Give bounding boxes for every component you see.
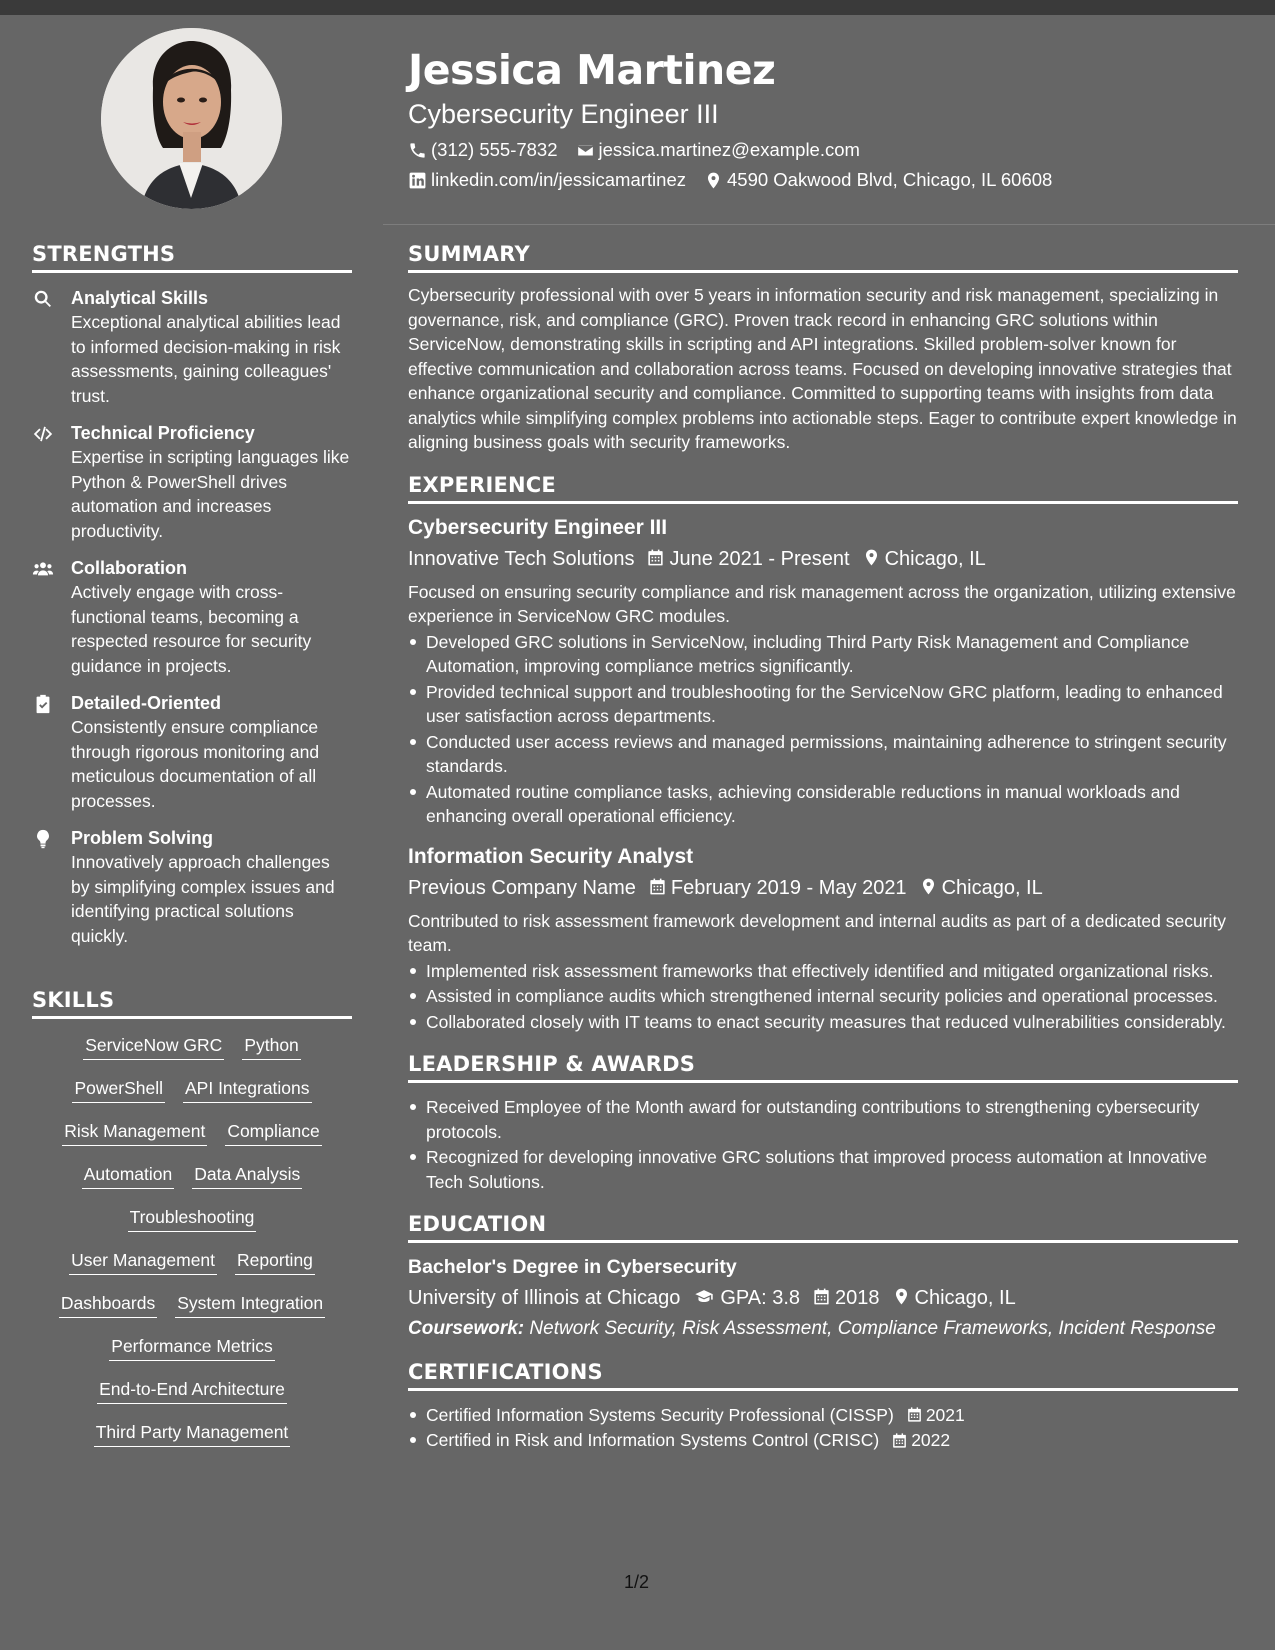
skill-chip: Reporting: [235, 1248, 315, 1275]
skill-chip: Performance Metrics: [109, 1334, 274, 1361]
avatar: [101, 28, 282, 209]
linkedin-contact[interactable]: [408, 168, 686, 192]
skill-row: [32, 1119, 352, 1146]
job-company: Previous Company Name: [408, 876, 636, 899]
education-year: [812, 1283, 880, 1313]
job-meta: [408, 873, 1238, 903]
strength-item: [32, 691, 352, 813]
skills-section: [32, 988, 352, 1463]
map-pin-icon: [892, 1287, 911, 1306]
education-year-text: 2018: [835, 1287, 880, 1309]
job-entry: [408, 514, 1238, 829]
address-text: 4590 Oakwood Blvd, Chicago, IL 60608: [727, 169, 1053, 190]
calendar-icon: [812, 1287, 831, 1306]
education-title: EDUCATION: [408, 1212, 1238, 1243]
candidate-role: Cybersecurity Engineer III: [408, 99, 719, 129]
graduation-cap-icon: [692, 1287, 716, 1306]
certifications-section: [408, 1360, 1238, 1453]
clipboard-check-icon: [32, 693, 54, 715]
job-title: Cybersecurity Engineer III: [408, 515, 668, 539]
skill-chip: Data Analysis: [192, 1162, 302, 1189]
list-item: [408, 1403, 1238, 1428]
job-meta: [408, 544, 1238, 574]
map-pin-icon: [919, 877, 938, 896]
calendar-icon: [891, 1432, 908, 1449]
strength-desc: Expertise in scripting languages like Python & PowerShell drives automation and increases productivity.: [71, 447, 350, 541]
list-item: Conducted user access reviews and managed permissions, maintaining adherence to stringent security standards.: [408, 730, 1238, 779]
contact-row-2: [408, 168, 1238, 192]
calendar-icon: [646, 548, 665, 567]
strength-desc: Consistently ensure compliance through rigorous monitoring and meticulous documentation of all processes.: [71, 717, 320, 811]
job-dates-text: February 2019 - May 2021: [670, 876, 907, 899]
candidate-name: Jessica Martinez: [408, 46, 776, 94]
strength-desc: Innovatively approach challenges by simplifying complex issues and identifying practical solutions quickly.: [71, 852, 335, 946]
skill-row: [32, 1334, 352, 1361]
cert-name: Certified in Risk and Information Systems Control (CRISC): [426, 1430, 880, 1450]
job-location: [919, 873, 1043, 903]
job-location: [862, 544, 986, 574]
map-pin-icon: [862, 548, 881, 567]
education-location-text: Chicago, IL: [914, 1287, 1016, 1309]
strength-name: Technical Proficiency: [71, 423, 255, 443]
coursework-text: Network Security, Risk Assessment, Compliance Frameworks, Incident Response: [529, 1318, 1216, 1339]
list-item: Developed GRC solutions in ServiceNow, including Third Party Risk Management and Compliance Automation, improving compliance metrics significantly.: [408, 630, 1238, 679]
education-meta: [408, 1283, 1238, 1313]
phone-icon: [408, 141, 427, 160]
skill-chip: API Integrations: [183, 1076, 312, 1103]
skill-chip: ServiceNow GRC: [83, 1033, 224, 1060]
strength-name: Problem Solving: [71, 828, 214, 848]
skill-row: [32, 1420, 352, 1447]
strength-name: Collaboration: [71, 558, 187, 578]
certifications-title: CERTIFICATIONS: [408, 1360, 1238, 1391]
skill-row: [32, 1291, 352, 1318]
job-description: Contributed to risk assessment framework development and internal audits as part of a dedicated security team.: [408, 910, 1227, 955]
summary-text: Cybersecurity professional with over 5 years in information security and risk management, specializing in governance, risk, and compliance (GRC). Proven track record in enhancing GRC solutions within ServiceNow, demonstrating skills in scripting and API integrations. Skilled problem-solver known for effective communication and collaboration across teams. Focused on developing innovative strategies that enhance organizational security and compliance. Committed to supporting teams with insights from data analytics while simplifying complex problems into actionable steps. Eager to contribute expert knowledge in aligning business goals with security frameworks.: [408, 285, 1237, 452]
list-item: [408, 1428, 1238, 1453]
strength-item: [32, 826, 352, 948]
strength-desc: Exceptional analytical abilities lead to informed decision-making in risk assessments, gaining colleagues' trust.: [71, 312, 341, 406]
email-text[interactable]: jessica.martinez@example.com: [598, 139, 860, 160]
skill-row: [32, 1377, 352, 1404]
experience-section: [408, 473, 1238, 1035]
leadership-title: LEADERSHIP & AWARDS: [408, 1052, 1238, 1083]
strength-item: [32, 421, 352, 543]
job-bullets: [408, 959, 1238, 1035]
strength-item: [32, 286, 352, 408]
skill-chip: PowerShell: [72, 1076, 165, 1103]
list-item: Automated routine compliance tasks, achieving considerable reductions in manual workloads and enhancing overall operational efficiency.: [408, 780, 1238, 829]
skill-chip: Automation: [82, 1162, 175, 1189]
job-location-text: Chicago, IL: [884, 547, 986, 570]
job-dates: [646, 544, 849, 574]
main-content: [408, 242, 1238, 1471]
job-description: Focused on ensuring security compliance and risk management across the organization, utilizing extensive experience in ServiceNow GRC modules.: [408, 581, 1236, 626]
skill-chip: End-to-End Architecture: [97, 1377, 287, 1404]
calendar-icon: [648, 877, 667, 896]
job-entry: [408, 843, 1238, 1035]
skill-chip: Dashboards: [59, 1291, 157, 1318]
cert-name: Certified Information Systems Security Professional (CISSP): [426, 1404, 894, 1425]
skill-row: [32, 1162, 352, 1189]
job-bullets: [408, 630, 1238, 829]
list-item: Received Employee of the Month award for outstanding contributions to strengthening cybersecurity protocols.: [408, 1095, 1238, 1144]
map-pin-icon: [704, 171, 723, 190]
strength-item: [32, 556, 352, 678]
search-icon: [32, 288, 54, 310]
list-item: Provided technical support and troubleshooting for the ServiceNow GRC platform, leading to enhanced user satisfaction across departments.: [408, 680, 1238, 729]
education-section: [408, 1212, 1238, 1342]
certifications-list: [408, 1403, 1238, 1453]
users-icon: [32, 558, 54, 580]
school-name: University of Illinois at Chicago: [408, 1287, 681, 1309]
job-title: Information Security Analyst: [408, 844, 694, 868]
skill-chip: Troubleshooting: [128, 1205, 257, 1232]
skill-row: [32, 1076, 352, 1103]
education-location: [892, 1283, 1016, 1313]
contact-row-1: [408, 138, 1238, 162]
resume-header: [408, 44, 1238, 192]
email-contact[interactable]: [576, 138, 860, 162]
coursework: [408, 1317, 1238, 1342]
gpa-text: GPA: 3.8: [720, 1287, 801, 1309]
skill-row: [32, 1033, 352, 1060]
strengths-title: STRENGTHS: [32, 242, 352, 273]
job-dates-text: June 2021 - Present: [669, 547, 850, 570]
phone-text: (312) 555-7832: [431, 139, 558, 160]
summary-section: [408, 242, 1238, 455]
skill-chip: Risk Management: [62, 1119, 207, 1146]
code-icon: [32, 423, 54, 445]
skill-chip: Python: [242, 1033, 300, 1060]
list-item: Recognized for developing innovative GRC solutions that improved process automation at Innovative Tech Solutions.: [408, 1145, 1238, 1194]
strength-desc: Actively engage with cross-functional teams, becoming a respected resource for security guidance in projects.: [71, 582, 312, 676]
summary-title: SUMMARY: [408, 242, 1238, 273]
experience-title: EXPERIENCE: [408, 473, 1238, 504]
skill-chip: User Management: [69, 1248, 217, 1275]
strengths-section: [32, 242, 352, 948]
lightbulb-icon: [32, 828, 54, 850]
list-item: Collaborated closely with IT teams to enact security measures that reduced vulnerabilities considerably.: [408, 1010, 1238, 1035]
address-contact: [704, 168, 1052, 192]
job-dates: [648, 873, 907, 903]
education-entry: [408, 1253, 1238, 1342]
list-item: Implemented risk assessment frameworks that effectively identified and mitigated organizational risks.: [408, 959, 1238, 984]
degree-title: Bachelor's Degree in Cybersecurity: [408, 1256, 737, 1278]
skill-chip: Compliance: [225, 1119, 321, 1146]
envelope-icon: [576, 141, 595, 160]
calendar-icon: [906, 1406, 923, 1423]
gpa: [692, 1283, 800, 1313]
header-divider: [383, 224, 1275, 225]
skill-chips: [32, 1033, 352, 1463]
job-company: Innovative Tech Solutions: [408, 547, 635, 570]
skill-row: [32, 1205, 352, 1232]
strength-name: Detailed-Oriented: [71, 693, 222, 713]
page-number: 1/2: [624, 1572, 650, 1592]
phone-contact: [408, 138, 558, 162]
skill-chip: Third Party Management: [94, 1420, 291, 1447]
list-item: Assisted in compliance audits which strengthened internal security policies and operational processes.: [408, 984, 1238, 1009]
skills-title: SKILLS: [32, 988, 352, 1019]
linkedin-icon: [408, 171, 427, 190]
cert-year: 2021: [925, 1404, 965, 1425]
avatar-portrait: [101, 28, 282, 209]
linkedin-text[interactable]: linkedin.com/in/jessicamartinez: [431, 169, 686, 190]
leadership-section: [408, 1052, 1238, 1194]
job-location-text: Chicago, IL: [941, 876, 1043, 899]
cert-year: 2022: [911, 1430, 951, 1450]
leadership-list: [408, 1095, 1238, 1194]
strength-name: Analytical Skills: [71, 288, 209, 308]
top-bar: [0, 0, 1275, 15]
skill-chip: System Integration: [175, 1291, 325, 1318]
skill-row: [32, 1248, 352, 1275]
coursework-label: Coursework:: [408, 1318, 525, 1339]
